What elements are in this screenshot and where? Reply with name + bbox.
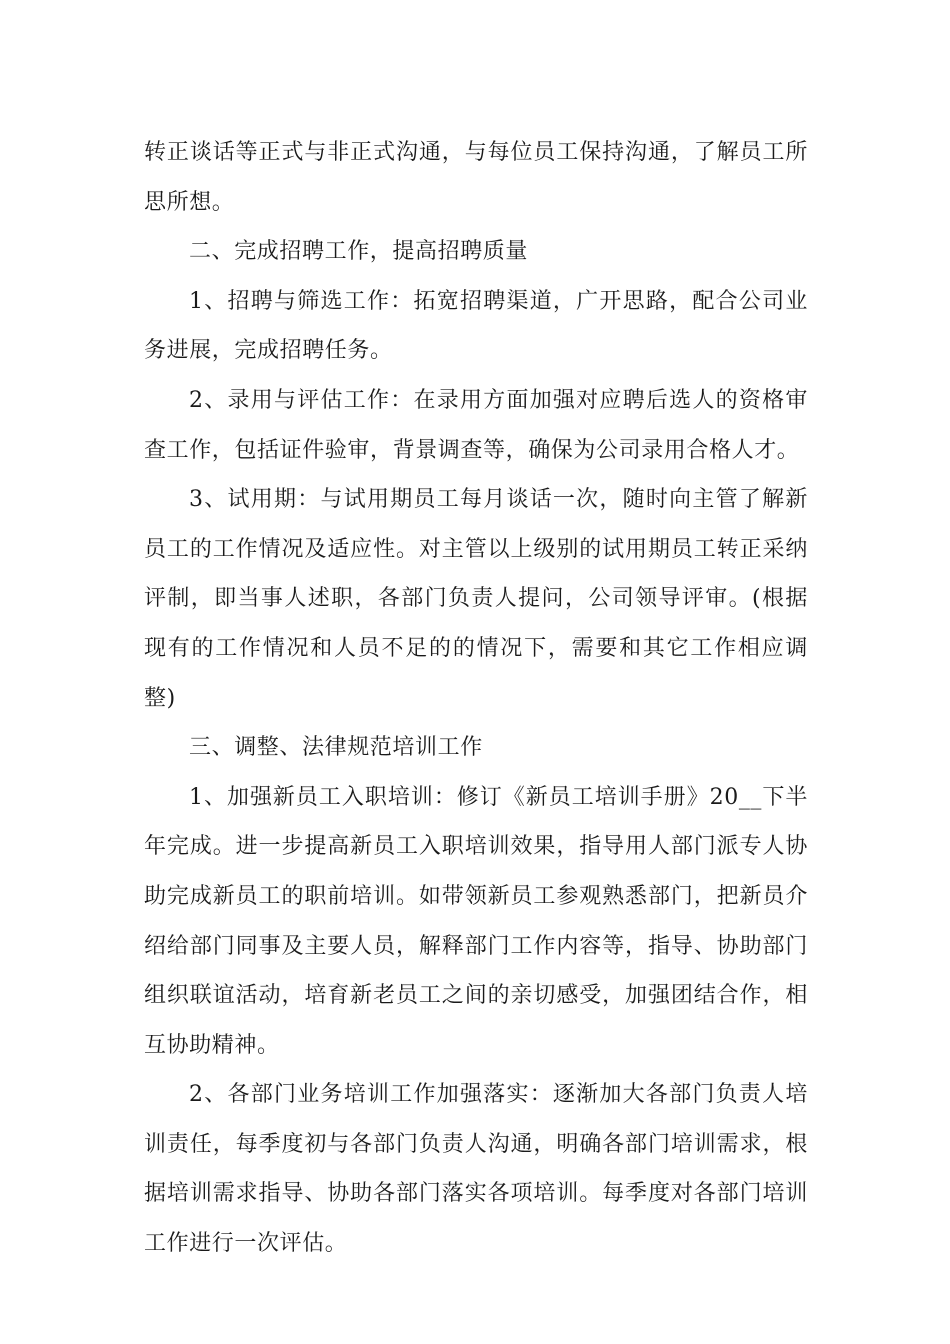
document-body <box>144 128 808 1269</box>
paragraph-department-training: 2、各部门业务培训工作加强落实：逐渐加大各部门负责人培训责任，每季度初与各部门负责人沟通，明确各部门培训需求，根据培训需求指导、协助各部门落实各项培训。每季度对各部门培训工作进行一次评估。 <box>144 1082 808 1257</box>
heading-recruitment: 二、完成招聘工作，提高招聘质量 <box>189 239 529 265</box>
heading-training: 三、调整、法律规范培训工作 <box>189 735 483 761</box>
paragraph-recruitment-screening: 1、招聘与筛选工作：拓宽招聘渠道，广开思路，配合公司业务进展，完成招聘任务。 <box>144 288 808 364</box>
paragraph-communication: 转正谈话等正式与非正式沟通，与每位员工保持沟通，了解员工所思所想。 <box>144 140 808 215</box>
paragraph-hiring-evaluation: 2、录用与评估工作：在录用方面加强对应聘后选人的资格审查工作，包括证件验审，背景调查等，确保为公司录用合格人才。 <box>144 387 808 463</box>
paragraph-probation: 3、试用期：与试用期员工每月谈话一次，随时向主管了解新员工的工作情况及适应性。对主管以上级别的试用期员工转正采纳评制，即当事人述职，各部门负责人提问，公司领导评审。(根据现有的工作情况和人员不足的的情况下，需要和其它工作相应调整) <box>144 487 808 711</box>
paragraph-onboarding-training: 1、加强新员工入职培训：修订《新员工培训手册》20__下半年完成。进一步提高新员工入职培训效果，指导用人部门派专人协助完成新员工的职前培训。如带领新员工参观熟悉部门，把新员介绍给部门同事及主要人员，解释部门工作内容等，指导、协助部门组织联谊活动，培育新老员工之间的亲切感受，加强团结合作，相互协助精神。 <box>144 784 808 1058</box>
